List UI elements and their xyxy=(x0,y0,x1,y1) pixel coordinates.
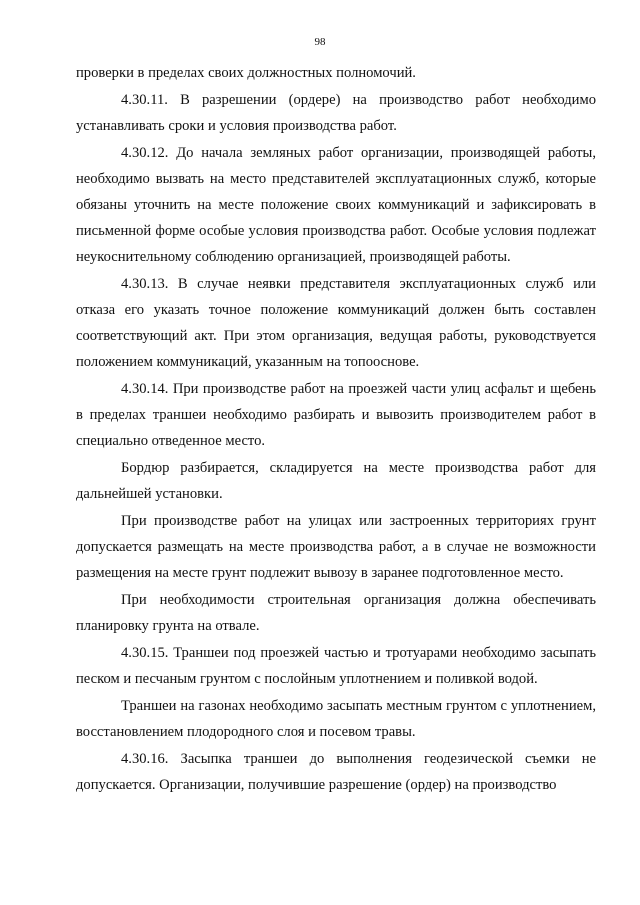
paragraph: При необходимости строительная организация должна обеспечивать планировку грунта на отвале. xyxy=(76,592,596,634)
document-body xyxy=(76,60,596,799)
paragraph: Бордюр разбирается, складируется на месте производства работ для дальнейшей установки. xyxy=(76,460,596,502)
paragraph: 4.30.13. В случае неявки представителя эксплуатационных служб или отказа его указать точное положение коммуникаций должен быть составлен соответствующий акт. При этом организация, ведущая работы, руководствуется положением коммуникаций, указанным на топооснове. xyxy=(76,276,596,370)
paragraph: 4.30.14. При производстве работ на проезжей части улиц асфальт и щебень в пределах траншеи необходимо разбирать и вывозить производителем работ в специально отведенное место. xyxy=(76,381,596,449)
paragraph: 4.30.12. До начала земляных работ организации, производящей работы, необходимо вызвать на место представителей эксплуатационных служб, которые обязаны уточнить на месте положение своих коммуникаций и зафиксировать в письменной форме особые условия производства работ. Особые условия подлежат неукоснительному соблюдению организацией, производящей работы. xyxy=(76,145,596,265)
paragraph: 4.30.15. Траншеи под проезжей частью и тротуарами необходимо засыпать песком и песчаным грунтом с послойным уплотнением и поливкой водой. xyxy=(76,645,596,687)
paragraph: проверки в пределах своих должностных полномочий. xyxy=(76,65,416,81)
paragraph: Траншеи на газонах необходимо засыпать местным грунтом с уплотнением, восстановлением плодородного слоя и посевом травы. xyxy=(76,698,596,740)
paragraph: При производстве работ на улицах или застроенных территориях грунт допускается размещать на месте производства работ, а в случае не возможности размещения на месте грунт подлежит вывозу в заранее подготовленное место. xyxy=(76,513,596,581)
paragraph: 4.30.11. В разрешении (ордере) на производство работ необходимо устанавливать сроки и условия производства работ. xyxy=(76,92,596,134)
paragraph: 4.30.16. Засыпка траншеи до выполнения геодезической съемки не допускается. Организации, получившие разрешение (ордер) на производство xyxy=(76,751,596,793)
page-number: 98 xyxy=(314,36,326,48)
